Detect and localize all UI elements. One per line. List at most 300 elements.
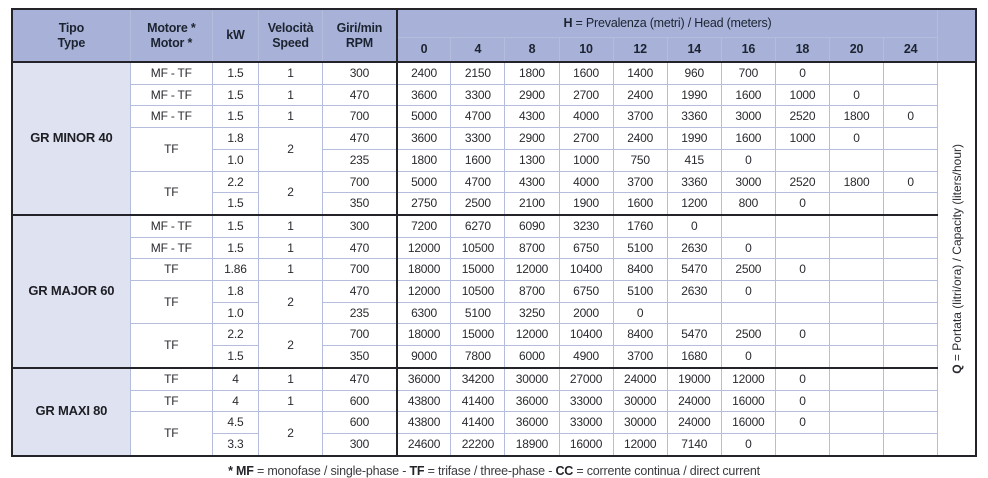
col-header-giri: [323, 9, 397, 62]
kw-cell: 1.5: [212, 215, 258, 237]
head-col-20: 20: [829, 37, 883, 62]
capacity-cell: 0: [829, 128, 883, 150]
motor-cell: MF - TF: [130, 237, 212, 259]
capacity-cell: 10500: [451, 237, 505, 259]
table-row: [12, 412, 976, 434]
rpm-cell: 700: [323, 324, 397, 346]
capacity-cell: [829, 412, 883, 434]
col-header-velocita-line1: Velocità: [267, 21, 314, 36]
capacity-cell: 3000: [721, 171, 775, 193]
footnote-seg-1: = monofase / single-phase -: [253, 463, 410, 478]
kw-cell: 1.5: [212, 62, 258, 84]
capacity-cell: 4300: [505, 106, 559, 128]
speed-cell: 1: [258, 259, 322, 281]
capacity-cell: 1990: [667, 84, 721, 106]
capacity-cell: [884, 281, 938, 303]
capacity-cell: [884, 237, 938, 259]
table-body: [12, 62, 976, 456]
capacity-cell: 33000: [559, 412, 613, 434]
capacity-cell: [884, 62, 938, 84]
capacity-cell: 3300: [451, 84, 505, 106]
kw-cell: 4: [212, 390, 258, 412]
table-row: [12, 281, 976, 303]
capacity-cell: 6750: [559, 237, 613, 259]
capacity-cell: 2900: [505, 84, 559, 106]
capacity-cell: 1000: [775, 84, 829, 106]
group-label: GR MAJOR 60: [12, 215, 130, 368]
capacity-cell: 3700: [613, 171, 667, 193]
capacity-cell: 800: [721, 193, 775, 215]
capacity-cell: 2630: [667, 237, 721, 259]
capacity-cell: 7140: [667, 433, 721, 455]
capacity-cell: 1800: [505, 62, 559, 84]
capacity-cell: [775, 302, 829, 324]
head-meters-title-symbol: H: [563, 16, 573, 31]
kw-cell: 3.3: [212, 433, 258, 455]
table-row: [12, 390, 976, 412]
motor-cell: TF: [130, 259, 212, 281]
capacity-cell: 43800: [397, 412, 451, 434]
capacity-cell: [884, 412, 938, 434]
capacity-cell: 4000: [559, 171, 613, 193]
head-col-24: 24: [884, 37, 938, 62]
capacity-cell: 10400: [559, 259, 613, 281]
speed-cell: 1: [258, 237, 322, 259]
capacity-cell: 30000: [613, 412, 667, 434]
capacity-cell: 12000: [505, 324, 559, 346]
rpm-cell: 470: [323, 237, 397, 259]
motor-cell: TF: [130, 324, 212, 368]
capacity-cell: 3700: [613, 346, 667, 368]
table-row: [12, 171, 976, 193]
capacity-cell: 2400: [397, 62, 451, 84]
footnote-seg-2: TF: [409, 463, 425, 478]
table-row: [12, 215, 976, 237]
kw-cell: 1.5: [212, 346, 258, 368]
capacity-cell: 1600: [559, 62, 613, 84]
capacity-cell: [721, 302, 775, 324]
capacity-cell: 2500: [451, 193, 505, 215]
capacity-cell: 6000: [505, 346, 559, 368]
head-meters-title-text: = Prevalenza (metri) / Head (meters): [572, 16, 772, 31]
kw-cell: 1.0: [212, 302, 258, 324]
capacity-cell: 16000: [559, 433, 613, 455]
footnote-seg-4: CC: [555, 463, 574, 478]
capacity-cell: 0: [775, 412, 829, 434]
pump-capacity-table: [11, 8, 977, 457]
capacity-cell: 1990: [667, 128, 721, 150]
capacity-cell: 2700: [559, 128, 613, 150]
capacity-cell: 10500: [451, 281, 505, 303]
table-row: [12, 62, 976, 84]
rpm-cell: 600: [323, 412, 397, 434]
capacity-cell: 2700: [559, 84, 613, 106]
kw-cell: 1.0: [212, 149, 258, 171]
capacity-cell: 6090: [505, 215, 559, 237]
head-col-14: 14: [667, 37, 721, 62]
capacity-cell: 1600: [451, 149, 505, 171]
capacity-cell: 5470: [667, 259, 721, 281]
capacity-cell: [884, 368, 938, 390]
capacity-cell: 41400: [451, 390, 505, 412]
capacity-cell: 30000: [505, 368, 559, 390]
capacity-cell: [829, 346, 883, 368]
q-axis-label: [951, 144, 963, 374]
capacity-cell: 700: [721, 62, 775, 84]
col-header-tipo-line2: Type: [57, 35, 86, 50]
capacity-cell: 2500: [721, 259, 775, 281]
capacity-cell: 6270: [451, 215, 505, 237]
head-col-18: 18: [775, 37, 829, 62]
capacity-cell: 1600: [613, 193, 667, 215]
capacity-cell: [829, 149, 883, 171]
capacity-cell: 2520: [775, 106, 829, 128]
capacity-cell: 12000: [721, 368, 775, 390]
capacity-cell: 4900: [559, 346, 613, 368]
capacity-cell: 3600: [397, 84, 451, 106]
capacity-cell: [829, 302, 883, 324]
rpm-cell: 470: [323, 128, 397, 150]
capacity-cell: [829, 259, 883, 281]
rpm-cell: 700: [323, 171, 397, 193]
head-col-0: 0: [397, 37, 451, 62]
capacity-cell: 0: [884, 106, 938, 128]
header-row-top: [12, 9, 976, 37]
capacity-cell: 2000: [559, 302, 613, 324]
capacity-cell: 24000: [667, 412, 721, 434]
speed-cell: 1: [258, 390, 322, 412]
capacity-cell: 0: [775, 324, 829, 346]
motor-cell: TF: [130, 390, 212, 412]
capacity-cell: 30000: [613, 390, 667, 412]
kw-cell: 2.2: [212, 324, 258, 346]
q-column-header-cap: [938, 9, 976, 62]
capacity-cell: [884, 149, 938, 171]
capacity-cell: 41400: [451, 412, 505, 434]
capacity-cell: [884, 324, 938, 346]
capacity-cell: 8400: [613, 259, 667, 281]
rpm-cell: 470: [323, 84, 397, 106]
footnote-seg-3: = trifase / three-phase -: [424, 463, 556, 478]
capacity-cell: 6750: [559, 281, 613, 303]
kw-cell: 1.5: [212, 237, 258, 259]
head-meters-title: [397, 9, 938, 37]
speed-cell: 2: [258, 281, 322, 324]
capacity-cell: 0: [775, 259, 829, 281]
capacity-cell: 2500: [721, 324, 775, 346]
capacity-cell: 18000: [397, 324, 451, 346]
capacity-cell: 22200: [451, 433, 505, 455]
capacity-cell: 2900: [505, 128, 559, 150]
capacity-cell: 1760: [613, 215, 667, 237]
rpm-cell: 700: [323, 106, 397, 128]
motor-cell: MF - TF: [130, 84, 212, 106]
kw-cell: 1.8: [212, 128, 258, 150]
capacity-cell: [775, 215, 829, 237]
head-col-12: 12: [613, 37, 667, 62]
capacity-cell: 3000: [721, 106, 775, 128]
motor-cell: TF: [130, 128, 212, 171]
motor-cell: MF - TF: [130, 215, 212, 237]
capacity-cell: 750: [613, 149, 667, 171]
capacity-cell: 1300: [505, 149, 559, 171]
table-header: [12, 9, 976, 62]
capacity-cell: 7800: [451, 346, 505, 368]
col-header-tipo-line1: Tipo: [58, 21, 85, 36]
head-col-8: 8: [505, 37, 559, 62]
rpm-cell: 350: [323, 193, 397, 215]
capacity-cell: [884, 128, 938, 150]
capacity-cell: 0: [775, 368, 829, 390]
capacity-cell: [829, 281, 883, 303]
capacity-cell: [721, 215, 775, 237]
capacity-cell: 0: [775, 62, 829, 84]
capacity-cell: 0: [721, 281, 775, 303]
capacity-cell: 7200: [397, 215, 451, 237]
kw-cell: 1.86: [212, 259, 258, 281]
col-header-velocita: [258, 9, 322, 62]
capacity-cell: [829, 390, 883, 412]
capacity-cell: 19000: [667, 368, 721, 390]
table-row: [12, 368, 976, 390]
motor-cell: TF: [130, 281, 212, 324]
capacity-cell: [884, 302, 938, 324]
head-col-16: 16: [721, 37, 775, 62]
capacity-cell: 3600: [397, 128, 451, 150]
speed-cell: 2: [258, 128, 322, 171]
table-row: [12, 324, 976, 346]
capacity-cell: 5100: [613, 237, 667, 259]
capacity-cell: [884, 346, 938, 368]
capacity-cell: 2750: [397, 193, 451, 215]
capacity-cell: [884, 433, 938, 455]
capacity-cell: 4000: [559, 106, 613, 128]
capacity-cell: [884, 215, 938, 237]
capacity-cell: 8400: [613, 324, 667, 346]
capacity-cell: 3700: [613, 106, 667, 128]
capacity-cell: 10400: [559, 324, 613, 346]
capacity-cell: 15000: [451, 324, 505, 346]
capacity-cell: 0: [829, 84, 883, 106]
capacity-cell: 16000: [721, 390, 775, 412]
col-header-velocita-line2: Speed: [272, 35, 309, 50]
kw-cell: 4.5: [212, 412, 258, 434]
capacity-cell: 1200: [667, 193, 721, 215]
kw-cell: 4: [212, 368, 258, 390]
capacity-cell: 12000: [505, 259, 559, 281]
capacity-cell: 0: [721, 433, 775, 455]
motor-cell: MF - TF: [130, 106, 212, 128]
capacity-cell: 2150: [451, 62, 505, 84]
capacity-cell: 6300: [397, 302, 451, 324]
capacity-cell: [775, 237, 829, 259]
table-row: [12, 259, 976, 281]
capacity-cell: 960: [667, 62, 721, 84]
head-col-10: 10: [559, 37, 613, 62]
capacity-cell: [829, 193, 883, 215]
capacity-cell: [775, 346, 829, 368]
rpm-cell: 300: [323, 433, 397, 455]
footnote: [11, 464, 977, 478]
rpm-cell: 470: [323, 368, 397, 390]
capacity-cell: 12000: [613, 433, 667, 455]
capacity-cell: 12000: [397, 281, 451, 303]
capacity-cell: 24000: [667, 390, 721, 412]
motor-cell: TF: [130, 368, 212, 390]
capacity-cell: 4700: [451, 171, 505, 193]
capacity-cell: 0: [721, 237, 775, 259]
capacity-cell: 12000: [397, 237, 451, 259]
capacity-cell: 5100: [451, 302, 505, 324]
capacity-cell: [775, 433, 829, 455]
capacity-cell: 5000: [397, 171, 451, 193]
capacity-cell: 24600: [397, 433, 451, 455]
col-header-motore-line2: Motor *: [150, 35, 193, 50]
capacity-cell: 2100: [505, 193, 559, 215]
footnote-seg-5: = corrente continua / direct current: [573, 463, 760, 478]
capacity-cell: 1000: [559, 149, 613, 171]
capacity-cell: 33000: [559, 390, 613, 412]
capacity-cell: 4300: [505, 171, 559, 193]
table-row: [12, 237, 976, 259]
motor-cell: TF: [130, 412, 212, 456]
kw-cell: 1.8: [212, 281, 258, 303]
rpm-cell: 470: [323, 281, 397, 303]
kw-cell: 2.2: [212, 171, 258, 193]
capacity-cell: 1800: [829, 106, 883, 128]
rpm-cell: 350: [323, 346, 397, 368]
head-col-4: 4: [451, 37, 505, 62]
capacity-cell: 1680: [667, 346, 721, 368]
capacity-cell: 4700: [451, 106, 505, 128]
capacity-cell: 0: [613, 302, 667, 324]
capacity-cell: [775, 281, 829, 303]
capacity-cell: 2520: [775, 171, 829, 193]
table-row: [12, 84, 976, 106]
capacity-cell: [829, 62, 883, 84]
capacity-cell: [884, 193, 938, 215]
table-row: [12, 128, 976, 150]
capacity-cell: 36000: [397, 368, 451, 390]
speed-cell: 1: [258, 62, 322, 84]
capacity-cell: 5000: [397, 106, 451, 128]
rpm-cell: 300: [323, 62, 397, 84]
group-label: GR MINOR 40: [12, 62, 130, 215]
capacity-cell: 8700: [505, 281, 559, 303]
capacity-cell: [829, 433, 883, 455]
rpm-cell: 700: [323, 259, 397, 281]
speed-cell: 2: [258, 412, 322, 456]
capacity-cell: 36000: [505, 412, 559, 434]
group-label: GR MAXI 80: [12, 368, 130, 456]
col-header-giri-line2: RPM: [345, 35, 373, 50]
capacity-cell: [884, 259, 938, 281]
speed-cell: 1: [258, 368, 322, 390]
motor-cell: TF: [130, 171, 212, 215]
rpm-cell: 300: [323, 215, 397, 237]
capacity-cell: 24000: [613, 368, 667, 390]
speed-cell: 2: [258, 324, 322, 368]
capacity-cell: [884, 84, 938, 106]
kw-cell: 1.5: [212, 193, 258, 215]
capacity-cell: 1400: [613, 62, 667, 84]
q-axis-label-text: = Portata (litri/ora) / Capacity (liters/hour): [949, 143, 964, 365]
capacity-cell: 0: [775, 390, 829, 412]
capacity-cell: 2630: [667, 281, 721, 303]
capacity-cell: 5470: [667, 324, 721, 346]
capacity-cell: 15000: [451, 259, 505, 281]
capacity-cell: [667, 302, 721, 324]
rpm-cell: 600: [323, 390, 397, 412]
capacity-cell: 8700: [505, 237, 559, 259]
capacity-cell: 27000: [559, 368, 613, 390]
footnote-seg-0: * MF: [228, 463, 254, 478]
speed-cell: 1: [258, 84, 322, 106]
capacity-cell: 3300: [451, 128, 505, 150]
col-header-kw: kW: [212, 9, 258, 62]
capacity-cell: 3250: [505, 302, 559, 324]
capacity-cell: [775, 149, 829, 171]
speed-cell: 2: [258, 171, 322, 215]
col-header-giri-line1: Giri/min: [336, 21, 383, 36]
capacity-cell: 43800: [397, 390, 451, 412]
capacity-cell: 16000: [721, 412, 775, 434]
capacity-cell: [829, 324, 883, 346]
col-header-motore: [130, 9, 212, 62]
rpm-cell: 235: [323, 302, 397, 324]
capacity-cell: 3360: [667, 106, 721, 128]
capacity-cell: 18000: [397, 259, 451, 281]
capacity-cell: 3230: [559, 215, 613, 237]
capacity-cell: 0: [721, 149, 775, 171]
speed-cell: 1: [258, 215, 322, 237]
capacity-cell: 1600: [721, 128, 775, 150]
capacity-cell: 0: [884, 171, 938, 193]
capacity-cell: 1800: [397, 149, 451, 171]
table-row: [12, 106, 976, 128]
capacity-cell: 0: [721, 346, 775, 368]
capacity-cell: 5100: [613, 281, 667, 303]
capacity-cell: [829, 237, 883, 259]
capacity-cell: 1800: [829, 171, 883, 193]
q-axis-cell: [938, 62, 976, 456]
capacity-cell: 3360: [667, 171, 721, 193]
capacity-cell: 36000: [505, 390, 559, 412]
capacity-cell: 1900: [559, 193, 613, 215]
capacity-cell: [884, 390, 938, 412]
capacity-cell: 0: [775, 193, 829, 215]
capacity-cell: 18900: [505, 433, 559, 455]
col-header-motore-line1: Motore *: [147, 21, 196, 36]
capacity-cell: 415: [667, 149, 721, 171]
col-header-tipo: [12, 9, 130, 62]
q-axis-label-symbol: Q: [949, 364, 964, 374]
capacity-cell: 9000: [397, 346, 451, 368]
capacity-cell: 34200: [451, 368, 505, 390]
kw-cell: 1.5: [212, 84, 258, 106]
rpm-cell: 235: [323, 149, 397, 171]
capacity-cell: [829, 368, 883, 390]
kw-cell: 1.5: [212, 106, 258, 128]
speed-cell: 1: [258, 106, 322, 128]
capacity-cell: 2400: [613, 84, 667, 106]
capacity-cell: 0: [667, 215, 721, 237]
capacity-cell: 2400: [613, 128, 667, 150]
capacity-cell: 1000: [775, 128, 829, 150]
capacity-cell: [829, 215, 883, 237]
capacity-cell: 1600: [721, 84, 775, 106]
motor-cell: MF - TF: [130, 62, 212, 84]
